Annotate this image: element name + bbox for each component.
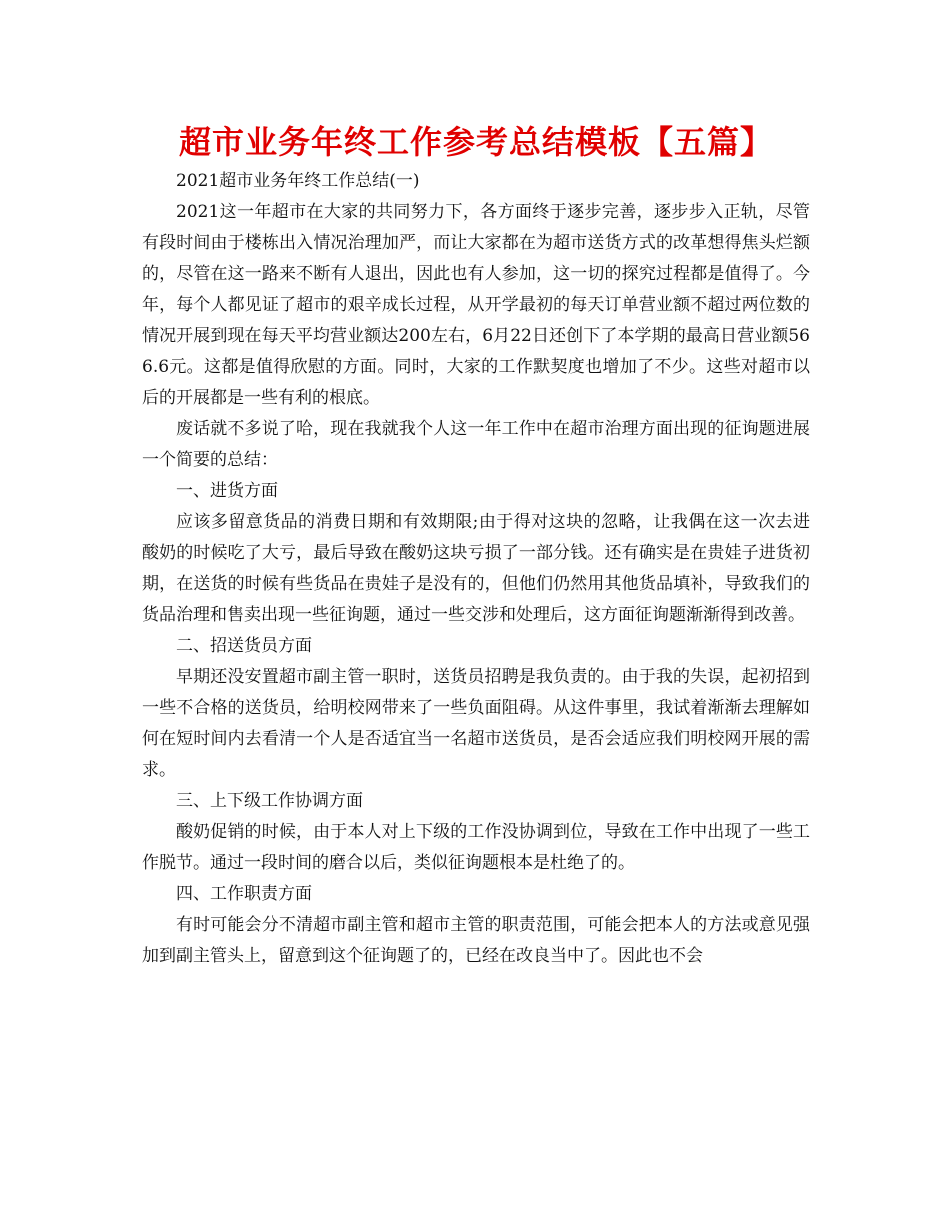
section-heading-responsibilities: 四、工作职责方面 xyxy=(176,884,312,904)
paragraph-intro: 2021这一年超市在大家的共同努力下，各方面终于逐步完善，逐步步入正轨，尽管有段时间由于楼栋出入情况治理加严，而让大家都在为超市送货方式的改革想得焦头烂额的，尽管在这一路来不断有人退出，因此也有人参加，这一切的探究过程都是值得了。今年，每个人都见证了超市的艰辛成长过程，从开学最初的每天订单营业额不超过两位数的情况开展到现在每天平均营业额达200左右，6月22日还创下了本学期的最高日营业额566.6元。这都是值得欣慰的方面。同时，大家的工作默契度也增加了不少。这些对超市以后的开展都是一些有利的根底。 xyxy=(142,202,810,408)
section-heading-purchasing: 一、进货方面 xyxy=(176,481,278,501)
section-body-coordination: 酸奶促销的时候，由于本人对上下级的工作没协调到位，导致在工作中出现了一些工作脱节。通过一段时间的磨合以后，类似征询题根本是杜绝了的。 xyxy=(142,822,810,873)
section-body-recruiting: 早期还没安置超市副主管一职时，送货员招聘是我负责的。由于我的失误，起初招到一些不合格的送货员，给明校网带来了一些负面阻碍。从这件事里，我试着渐渐去理解如何在短时间内去看清一个人是否适宜当一名超市送货员，是否会适应我们明校网开展的需求。 xyxy=(142,667,810,780)
document-title: 超市业务年终工作参考总结模板【五篇】 xyxy=(178,123,773,161)
section-heading-recruiting: 二、招送货员方面 xyxy=(176,636,312,656)
section-body-responsibilities: 有时可能会分不清超市副主管和超市主管的职责范围，可能会把本人的方法或意见强加到副主管头上，留意到这个征询题了的，已经在改良当中了。因此也不会 xyxy=(142,915,810,966)
document-page xyxy=(142,118,810,972)
paragraph-summary-lead: 废话就不多说了哈，现在我就我个人这一年工作中在超市治理方面出现的征询题进展一个简要的总结： xyxy=(142,419,810,470)
section-heading-coordination: 三、上下级工作协调方面 xyxy=(176,791,363,811)
section-body-purchasing: 应该多留意货品的消费日期和有效期限;由于得对这块的忽略，让我偶在这一次去进酸奶的时候吃了大亏，最后导致在酸奶这块亏损了一部分钱。还有确实是在贵娃子进货初期，在送货的时候有些货品在贵娃子是没有的，但他们仍然用其他货品填补，导致我们的货品治理和售卖出现一些征询题，通过一些交涉和处理后，这方面征询题渐渐得到改善。 xyxy=(142,512,810,625)
document-subtitle: 2021超市业务年终工作总结(一) xyxy=(176,171,420,191)
